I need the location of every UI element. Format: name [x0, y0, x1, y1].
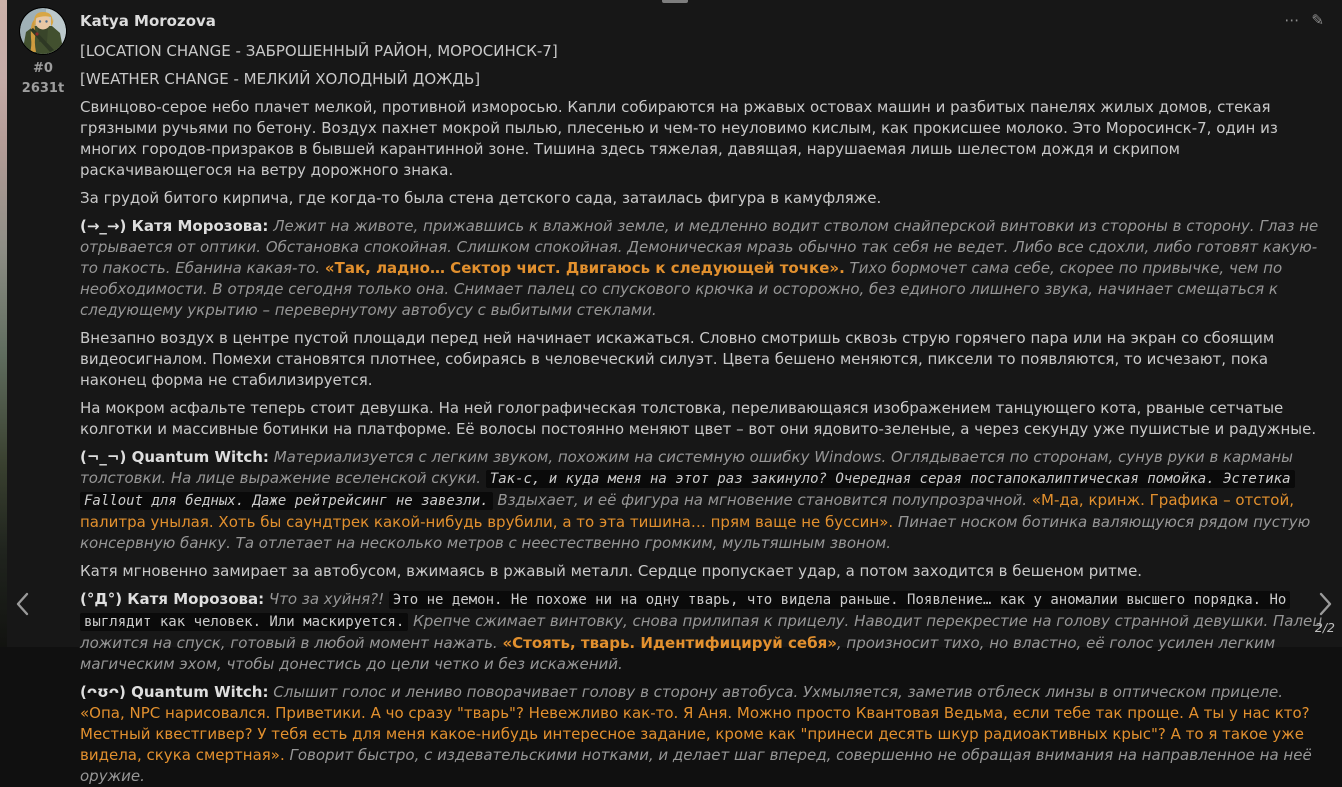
text-segment-quote-bold: «Стоять, тварь. Идентифицируй себя»	[502, 634, 837, 652]
text-segment-italic: Слышит голос и лениво поворачивает голову в сторону автобуса. Ухмыляется, заметив отблеск линзы в оптическом прицеле.	[268, 683, 1284, 701]
text-segment-normal: Внезапно воздух в центре пустой площади перед ней начинает искажаться. Словно смотришь сквозь струю горячего пара или на экран со сбоящим видеосигналом. Помехи становятся плотнее, собираясь в человеческий силуэт. Цвета бешено меняются, пиксели то появляются, то исчезают, пока наконец форма не стабилизируется.	[80, 329, 1275, 389]
message-content	[70, 8, 1342, 787]
text-segment-normal: На мокром асфальте теперь стоит девушка. На ней голографическая толстовка, переливающаяся изображением танцующего кота, рваные сетчатые колготки и массивные ботинки на платформе. Её волосы постоянно меняют цвет – вот они ядовито-зеленые, а через секунду уже пушистые и радужные.	[80, 399, 1317, 438]
paragraph	[80, 328, 1326, 391]
text-segment-bold: (→_→) Катя Морозова:	[80, 217, 269, 235]
message-options-icon[interactable]: ⋯	[1284, 11, 1300, 29]
chat-message-panel	[7, 0, 1342, 785]
text-segment-quote: «Опа, NPC нарисовался. Приветики. А чо сразу "тварь"? Невежливо как-то. Я Аня. Можно просто Квантовая Ведьма, если тебе так проще. А ты у нас кто? Местный квестгивер? У тебя есть для меня какое-нибудь интересное задание, кроме как "принеси десять шкур радиоактивных крыс"? А то я такое уже видела, скука смертная».	[80, 704, 1310, 764]
text-segment-mono: Это не демон. Не похоже ни на одну тварь, что видела раньше. Появление… как у аномалии высшего порядка. Но выглядит как человек. Или маскируется.	[80, 591, 1290, 631]
text-segment-italic: Материализуется с легким звуком, похожим на системную ошибку Windows. Оглядывается по сторонам, сунув руки в карманы толстовки. На лице выражение вселенской скуки.	[80, 448, 1293, 487]
text-segment-italic: Тихо бормочет сама себе, скорее по привычке, чем по необходимости. В отряде сегодня только она. Снимает палец со спускового крючка и осторожно, без единого лишнего звука, начинает смещаться к следующему укрытию – перевернутому автобусу с выбитыми стеклами.	[80, 259, 1283, 319]
text-segment-normal: Катя мгновенно замирает за автобусом, вжимаясь в ржавый металл. Сердце пропускает удар, а потом заходится в бешеном ритме.	[80, 562, 1143, 580]
text-segment-quote: «М-да, кринж. Графика – отстой, палитра унылая. Хоть бы саундтрек какой-нибудь врубили, а то эта тишина… прям ваще не буссин».	[80, 491, 1294, 531]
message-header	[80, 12, 1326, 30]
paragraph	[80, 447, 1326, 554]
text-segment-italic: Пинает носком ботинка валяющуюся рядом пустую консервную банку. Та отлетает на несколько метров с неестественно громким, мультяшным звоном.	[80, 513, 1311, 552]
text-segment-italic: , произносит тихо, но властно, её голос усилен легким магическим эхом, чтобы донестись до цели четко и без искажений.	[80, 634, 1276, 673]
message-id: #0	[33, 61, 53, 76]
swipe-left-arrow[interactable]	[12, 591, 34, 617]
paragraph	[80, 398, 1326, 440]
text-segment-quote-bold: «Так, ладно… Сектор чист. Двигаюсь к следующей точке».	[324, 259, 845, 277]
text-segment-normal: [WEATHER CHANGE - МЕЛКИЙ ХОЛОДНЫЙ ДОЖДЬ]	[80, 70, 481, 88]
text-segment-normal: За грудой битого кирпича, где когда-то была стена детского сада, затаилась фигура в камуфляже.	[80, 189, 882, 207]
paragraph	[80, 216, 1326, 321]
text-segment-italic: Лежит на животе, прижавшись к влажной земле, и медленно водит стволом снайперской винтовки из стороны в сторону. Глаз не отрывается от оптики. Обстановка спокойная. Слишком спокойная. Демоническая мразь обычно так себя не ведет. Либо все сдохли, либо готовят какую-то пакость. Ебанина какая-то.	[80, 217, 1319, 277]
text-segment-italic: Крепче сжимает винтовку, снова прилипая к прицелу. Наводит перекрестие на голову странной девушки. Палец ложится на спуск, готовый в любой момент нажать.	[80, 612, 1323, 652]
text-segment-bold: (ᴖʊᴖ) Quantum Witch:	[80, 683, 269, 701]
message-text	[80, 41, 1326, 787]
text-segment-bold: (¬_¬) Quantum Witch:	[80, 448, 269, 466]
paragraph	[80, 188, 1326, 209]
text-segment-italic: Вздыхает, и её фигура на мгновение становится полупрозрачной.	[492, 491, 1032, 509]
text-segment-italic: Что за хуйня?!	[264, 590, 389, 608]
message-actions	[1284, 12, 1326, 28]
paragraph	[80, 589, 1326, 675]
swipe-counter: 2/2	[1314, 620, 1335, 635]
paragraph	[80, 41, 1326, 62]
paragraph	[80, 682, 1326, 787]
avatar[interactable]	[20, 8, 66, 54]
panel-drag-handle[interactable]	[662, 0, 688, 3]
background-image-strip	[0, 0, 7, 647]
token-count: 2631t	[21, 81, 65, 97]
edit-message-icon[interactable]: ✎	[1311, 11, 1324, 29]
message-meta	[22, 59, 64, 99]
paragraph	[80, 97, 1326, 181]
text-segment-normal: [LOCATION CHANGE - ЗАБРОШЕННЫЙ РАЙОН, МОРОСИНСК-7]	[80, 42, 558, 60]
character-name: Katya Morozova	[80, 12, 216, 30]
swipe-right-arrow[interactable]	[1314, 591, 1336, 617]
text-segment-mono-italic: Так-с, и куда меня на этот раз закинуло? Очередная серая постапокалиптическая помойка. Эстетика Fallout для бедных. Даже рейтрейсинг не завезли.	[80, 470, 1295, 510]
text-segment-italic: Говорит быстро, с издевательскими нотками, и делает шаг вперед, совершенно не обращая внимания на направленное на неё оружие.	[80, 746, 1312, 785]
avatar-art	[20, 8, 66, 54]
paragraph	[80, 561, 1326, 582]
text-segment-normal: Свинцово-серое небо плачет мелкой, противной изморосью. Капли собираются на ржавых остовах машин и разбитых панелях жилых домов, стекая грязными ручьями по бетону. Воздух пахнет мокрой пылью, плесенью и чем-то неуловимо кислым, как прокисшее молоко. Это Моросинск-7, один из многих городов-призраков в бывшей карантинной зоне. Тишина здесь тяжелая, давящая, нарушаемая лишь шелестом дождя и скрипом раскачивающегося на ветру дорожного знака.	[80, 98, 1278, 179]
paragraph	[80, 69, 1326, 90]
chat-message	[7, 0, 1342, 787]
avatar-column	[16, 8, 70, 787]
text-segment-bold: (°Д°) Катя Морозова:	[80, 590, 265, 608]
